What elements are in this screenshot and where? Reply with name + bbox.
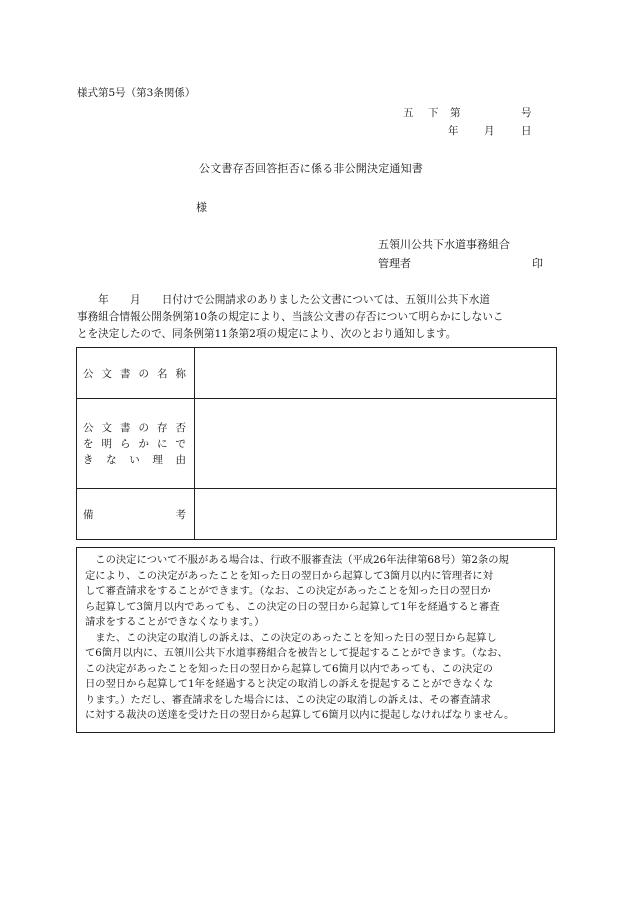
label-char: 文 <box>101 367 112 380</box>
body-line: とを決定したので、同条例第11条第2項の規定により、次のとおり通知します。 <box>77 328 457 340</box>
disclosure-table <box>76 347 557 540</box>
form-identifier: 様式第5号（第3条関係） <box>77 87 196 99</box>
table-row <box>77 348 557 399</box>
label-char: 理 <box>152 453 163 466</box>
label-char: 備 <box>83 508 94 521</box>
label-char: 書 <box>120 421 131 434</box>
date-year: 年 <box>448 125 459 137</box>
label-char: 書 <box>120 367 131 380</box>
label-char: 称 <box>175 367 186 380</box>
notice-line: また、この決定の取消しの訴えは、この決定のあったことを知った日の翌日から起算し <box>85 631 497 644</box>
label-char: の <box>138 367 149 380</box>
label-char: を <box>83 437 94 450</box>
label-char: 文 <box>101 421 112 434</box>
label-char: ら <box>120 437 131 450</box>
label-char: 明 <box>101 437 112 450</box>
label-char: な <box>106 453 117 466</box>
label-char: の <box>138 421 149 434</box>
date-month: 月 <box>484 125 495 137</box>
doc-number-prefix-2: 下 <box>428 107 439 119</box>
table-row <box>77 489 557 540</box>
doc-number-dai: 第 <box>450 107 461 119</box>
value-remarks[interactable] <box>195 489 557 540</box>
label-char: で <box>175 437 186 450</box>
doc-number-go: 号 <box>521 107 532 119</box>
notice-line: 請求をすることができなくなります。） <box>85 616 265 628</box>
body-line: 事務組合情報公開条例第10条の規定により、当該公文書の存否について明らかにしないこ <box>77 311 504 323</box>
issuer-organization: 五領川公共下水道事務組合 <box>378 238 510 251</box>
label-char: 公 <box>83 367 94 380</box>
label-char: 由 <box>175 453 186 466</box>
label-char: い <box>129 453 140 466</box>
table-row <box>77 399 557 489</box>
document-number <box>403 105 533 119</box>
notice-line: に対する裁決の送達を受けた日の翌日から起算して6箇月以内に提起しなければなりません。 <box>85 709 515 721</box>
notice-line: 日の翌日から起算して1年を経過すると決定の取消しの訴えを提起することができなくな <box>85 678 494 690</box>
label-char: き <box>83 453 94 466</box>
date-day: 日 <box>521 125 532 137</box>
label-char: 否 <box>175 421 186 434</box>
notice-line: 定により、この決定があったことを知った日の翌日から起算して3箇月以内に管理者に対 <box>85 569 494 582</box>
label-reason <box>77 399 195 489</box>
notification-body <box>77 292 557 343</box>
label-char: に <box>157 437 168 450</box>
body-line: 年 月 日付けで公開請求のありました公文書については、五領川公共下水道 <box>77 294 490 306</box>
label-char: 名 <box>157 367 168 380</box>
issuer-role: 管理者 <box>378 257 411 270</box>
notice-line: この決定について不服がある場合は、行政不服審査法（平成26年法律第68号）第2条の規 <box>85 554 509 566</box>
seal-mark: 印 <box>532 257 543 270</box>
value-reason[interactable] <box>195 399 557 489</box>
value-document-name[interactable] <box>195 348 557 399</box>
label-char: 存 <box>157 421 168 434</box>
label-document-name <box>77 348 195 399</box>
notice-line: この決定があったことを知った日の翌日から起算して6箇月以内であっても、この決定の <box>85 662 493 675</box>
notice-line: ら起算して3箇月以内であっても、この決定の日の翌日から起算して1年を経過すると審査 <box>85 600 500 613</box>
addressee-suffix: 様 <box>196 201 207 214</box>
notice-line: ります。）ただし、審査請求をした場合には、この決定の取消しの訴えは、その審査請求 <box>85 693 491 706</box>
label-remarks <box>77 489 195 540</box>
issue-date <box>448 123 538 137</box>
label-char: か <box>138 437 149 450</box>
doc-number-prefix-1: 五 <box>403 107 414 119</box>
label-char: 考 <box>175 508 186 521</box>
label-char: 公 <box>83 421 94 434</box>
notice-line: て6箇月以内に、五領川公共下水道事務組合を被告として提起することができます。（なお、 <box>85 647 508 659</box>
appeal-notice-box <box>76 547 555 733</box>
document-title: 公文書存否回答拒否に係る非公開決定通知書 <box>199 162 423 175</box>
notice-line: して審査請求をすることができます。（なお、この決定があったことを知った日の翌日か <box>85 585 491 597</box>
